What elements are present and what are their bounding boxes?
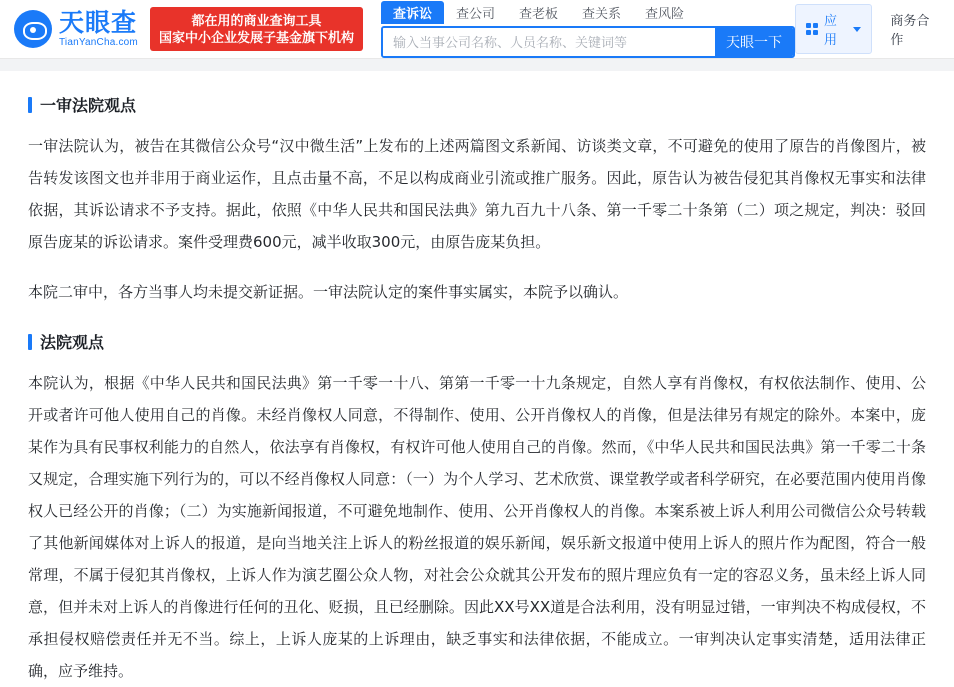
grid-icon — [806, 23, 818, 35]
promo-line-1: 都在用的商业查询工具 — [191, 13, 322, 28]
apps-button-label: 应用 — [823, 13, 837, 47]
logo-title-cn: 天眼查 — [59, 8, 138, 37]
section-title-text: 法院观点 — [40, 333, 105, 352]
section-title-text: 一审法院观点 — [40, 96, 137, 115]
chevron-down-icon — [853, 27, 861, 32]
search-button[interactable]: 天眼一下 — [715, 28, 793, 56]
header-gray-strip — [0, 59, 954, 71]
logo-text — [59, 10, 138, 48]
paragraph: 一审法院认为，被告在其微信公众号“汉中微生活”上发布的上述两篇图文系新闻、访谈类文章，不可避免的使用了原告的肖像图片，被告转发该图文也并非用于商业运作，且点击量不高，不足以构成商业引流或推广服务。因此，原告认为被告侵犯其肖像权无事实和法律依据，其诉讼请求不予支持。据此，依照《中华人民共和国民法典》第九百九十八条、第一千零二十条第（二）项之规定，判决：驳回原告庞某的诉讼请求。案件受理费600元，减半收取300元，由原告庞某负担。 — [28, 137, 926, 251]
header-right — [795, 4, 944, 54]
promo-banner — [150, 7, 363, 51]
search-area — [381, 0, 795, 58]
paragraph: 本院二审中，各方当事人均未提交新证据。一审法院认定的案件事实属实，本院予以确认。 — [28, 283, 629, 301]
search-tab-boss[interactable]: 查老板 — [519, 6, 559, 21]
eye-logo-icon — [14, 10, 52, 48]
search-tab-lawsuit[interactable]: 查诉讼 — [381, 1, 444, 24]
site-header — [0, 0, 954, 58]
section-title-first-instance — [28, 93, 926, 116]
apps-button[interactable] — [795, 4, 872, 54]
promo-line-2: 国家中小企业发展子基金旗下机构 — [158, 30, 354, 45]
search-tabs — [381, 0, 795, 24]
search-tab-risk[interactable]: 查风险 — [645, 6, 685, 21]
title-accent-bar — [28, 97, 32, 113]
search-tab-company[interactable]: 查公司 — [455, 6, 495, 21]
business-cooperation-link[interactable]: 商务合作 — [890, 13, 930, 47]
section-title-court-opinion — [28, 330, 926, 353]
logo-title-en: TianYanCha.com — [59, 37, 138, 48]
document-content — [0, 93, 954, 687]
site-logo[interactable] — [14, 10, 138, 48]
paragraph: 本院认为，根据《中华人民共和国民法典》第一千零一十八、第第一千零一十九条规定，自然人享有肖像权，有权依法制作、使用、公开或者许可他人使用自己的肖像。未经肖像权人同意，不得制作、使用、公开肖像权人的肖像，但是法律另有规定的除外。本案中，庞某作为具有民事权利能力的自然人，依法享有肖像权，有权许可他人使用自己的肖像。然而，《中华人民共和国民法典》第一千零二十条又规定，合理实施下列行为的，可以不经肖像权人同意：（一）为个人学习、艺术欣赏、课堂教学或者科学研究，在必要范围内使用肖像权人已经公开的肖像；（二）为实施新闻报道，不可避免地制作、使用、公开肖像权人的肖像。本案系被上诉人利用公司微信公众号转载了其他新闻媒体对上诉人的报道，是向当地关注上诉人的粉丝报道的娱乐新闻，娱乐新文报道中使用上诉人的照片作为配图，符合一般常理，不属于侵犯其肖像权，上诉人作为演艺圈公众人物，对社会公众就其公开发布的照片理应负有一定的容忍义务，虽未经上诉人同意，但并未对上诉人的肖像进行任何的丑化、贬损，且已经删除。因此XX号XX道是合法利用，没有明显过错，一审判决不构成侵权，不承担侵权赔偿责任并无不当。综上，上诉人庞某的上诉理由，缺乏事实和法律依据，不能成立。一审判决认定事实清楚，适用法律正确，应予维持。 — [28, 374, 926, 680]
search-box — [381, 26, 795, 58]
search-input[interactable] — [383, 28, 715, 56]
title-accent-bar — [28, 334, 32, 350]
search-tab-relation[interactable]: 查关系 — [582, 6, 622, 21]
